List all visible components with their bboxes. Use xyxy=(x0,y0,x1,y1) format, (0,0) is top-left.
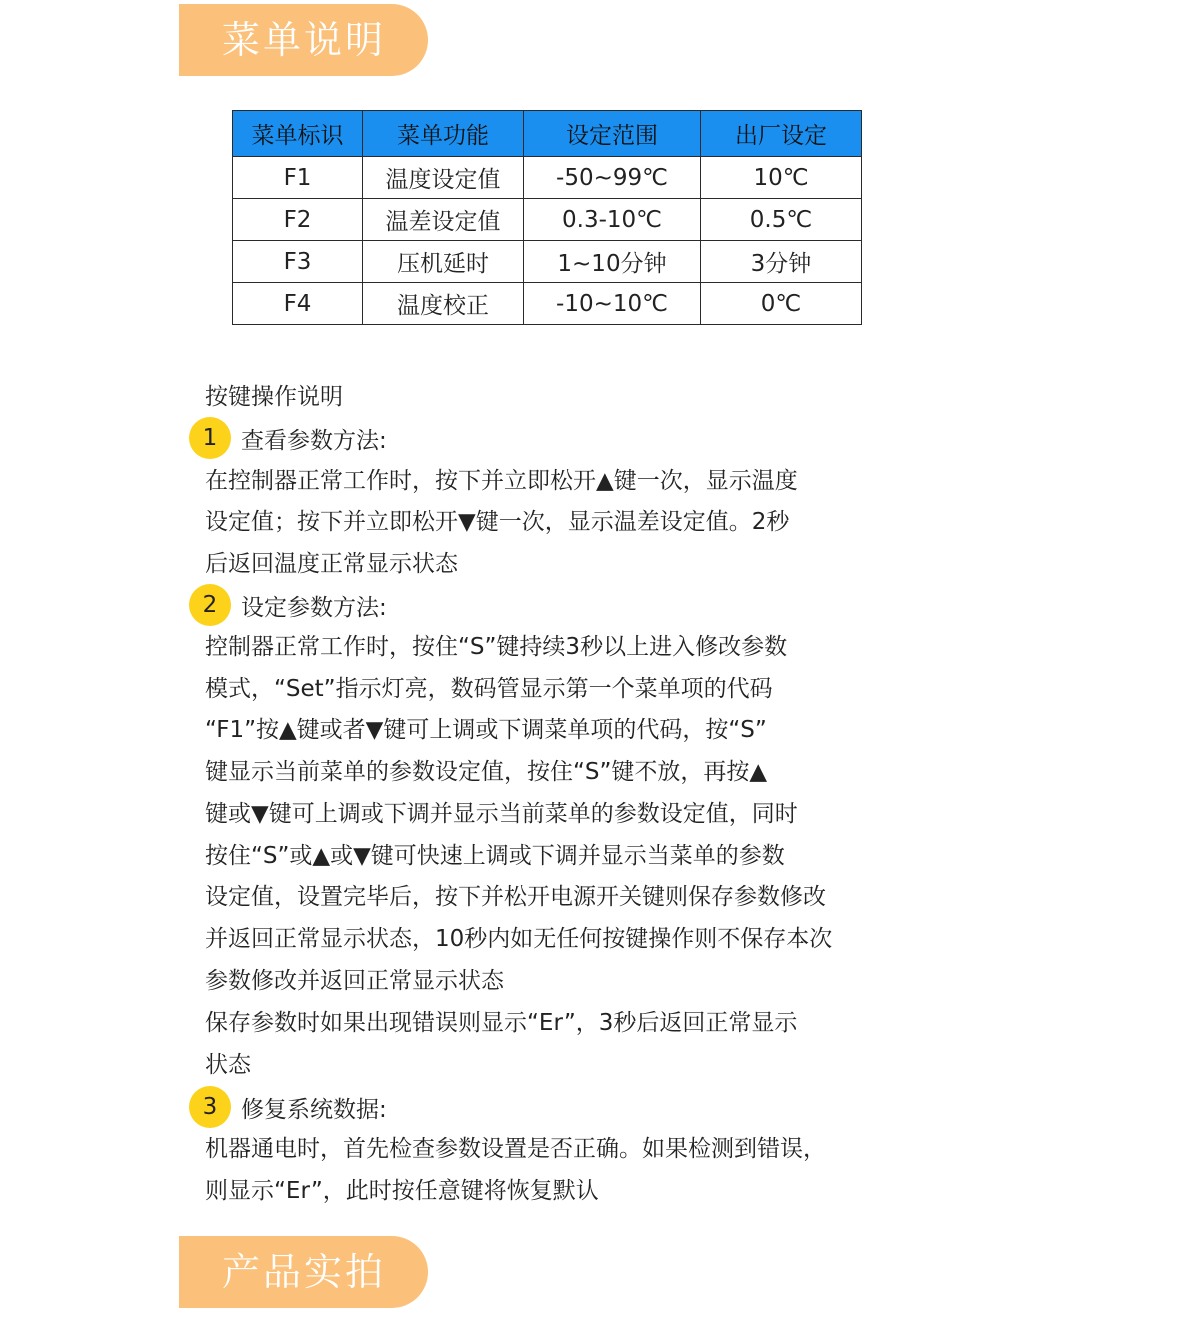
table-cell: 温度校正 xyxy=(363,283,524,325)
step-3-header xyxy=(189,1086,387,1128)
paragraph-line: 控制器正常工作时，按住“S”键持续3秒以上进入修改参数 xyxy=(205,634,788,660)
paragraph-line: 机器通电时，首先检查参数设置是否正确。如果检测到错误， xyxy=(205,1136,826,1162)
table-header-cell: 菜单功能 xyxy=(363,111,524,157)
step-number-badge: 1 xyxy=(189,417,231,459)
table-header-cell: 菜单标识 xyxy=(233,111,363,157)
table-row xyxy=(233,283,862,325)
section-banner-product-photos: 产品实拍 xyxy=(179,1236,428,1308)
paragraph-line: 参数修改并返回正常显示状态 xyxy=(205,968,504,994)
step-title: 修复系统数据: xyxy=(241,1096,387,1123)
table-cell: F2 xyxy=(233,199,363,241)
table-cell: 1~10分钟 xyxy=(524,241,701,283)
table-header-row xyxy=(233,111,862,157)
step-number-badge: 3 xyxy=(189,1086,231,1128)
table-cell: 温差设定值 xyxy=(363,199,524,241)
table-cell: F4 xyxy=(233,283,363,325)
step-1-header xyxy=(189,417,387,459)
paragraph-line: 按住“S”或▲或▼键可快速上调或下调并显示当菜单的参数 xyxy=(205,843,785,869)
step-title: 查看参数方法: xyxy=(241,427,387,454)
step-number-badge: 2 xyxy=(189,584,231,626)
table-cell: -50~99℃ xyxy=(524,157,701,199)
paragraph-line: 设定值，设置完毕后，按下并松开电源开关键则保存参数修改 xyxy=(205,884,826,910)
paragraph-line: 键显示当前菜单的参数设定值，按住“S”键不放，再按▲ xyxy=(205,759,768,785)
paragraph-line: “F1”按▲键或者▼键可上调或下调菜单项的代码，按“S” xyxy=(205,717,767,743)
table-row xyxy=(233,199,862,241)
table-cell: 0.3-10℃ xyxy=(524,199,701,241)
paragraph-line: 则显示“Er”，此时按任意键将恢复默认 xyxy=(205,1178,599,1204)
table-cell: 3分钟 xyxy=(701,241,862,283)
paragraph-line: 保存参数时如果出现错误则显示“Er”，3秒后返回正常显示 xyxy=(205,1010,798,1036)
key-ops-heading: 按键操作说明 xyxy=(205,384,343,410)
table-cell: 10℃ xyxy=(701,157,862,199)
table-cell: 压机延时 xyxy=(363,241,524,283)
step-title: 设定参数方法: xyxy=(241,594,387,621)
menu-table xyxy=(232,110,862,325)
table-cell: -10~10℃ xyxy=(524,283,701,325)
paragraph-line: 后返回温度正常显示状态 xyxy=(205,551,458,577)
step-2-header xyxy=(189,584,387,626)
table-cell: 0.5℃ xyxy=(701,199,862,241)
table-cell: 0℃ xyxy=(701,283,862,325)
table-header-cell: 出厂设定 xyxy=(701,111,862,157)
table-cell: 温度设定值 xyxy=(363,157,524,199)
table-cell: F3 xyxy=(233,241,363,283)
table-cell: F1 xyxy=(233,157,363,199)
paragraph-line: 设定值；按下并立即松开▼键一次，显示温差设定值。2秒 xyxy=(205,509,790,535)
table-header-cell: 设定范围 xyxy=(524,111,701,157)
paragraph-line: 模式，“Set”指示灯亮，数码管显示第一个菜单项的代码 xyxy=(205,676,773,702)
table-row xyxy=(233,241,862,283)
table-row xyxy=(233,157,862,199)
paragraph-line: 状态 xyxy=(205,1052,251,1078)
section-banner-menu-description: 菜单说明 xyxy=(179,4,428,76)
paragraph-line: 并返回正常显示状态，10秒内如无任何按键操作则不保存本次 xyxy=(205,926,833,952)
paragraph-line: 键或▼键可上调或下调并显示当前菜单的参数设定值，同时 xyxy=(205,801,798,827)
paragraph-line: 在控制器正常工作时，按下并立即松开▲键一次，显示温度 xyxy=(205,468,798,494)
